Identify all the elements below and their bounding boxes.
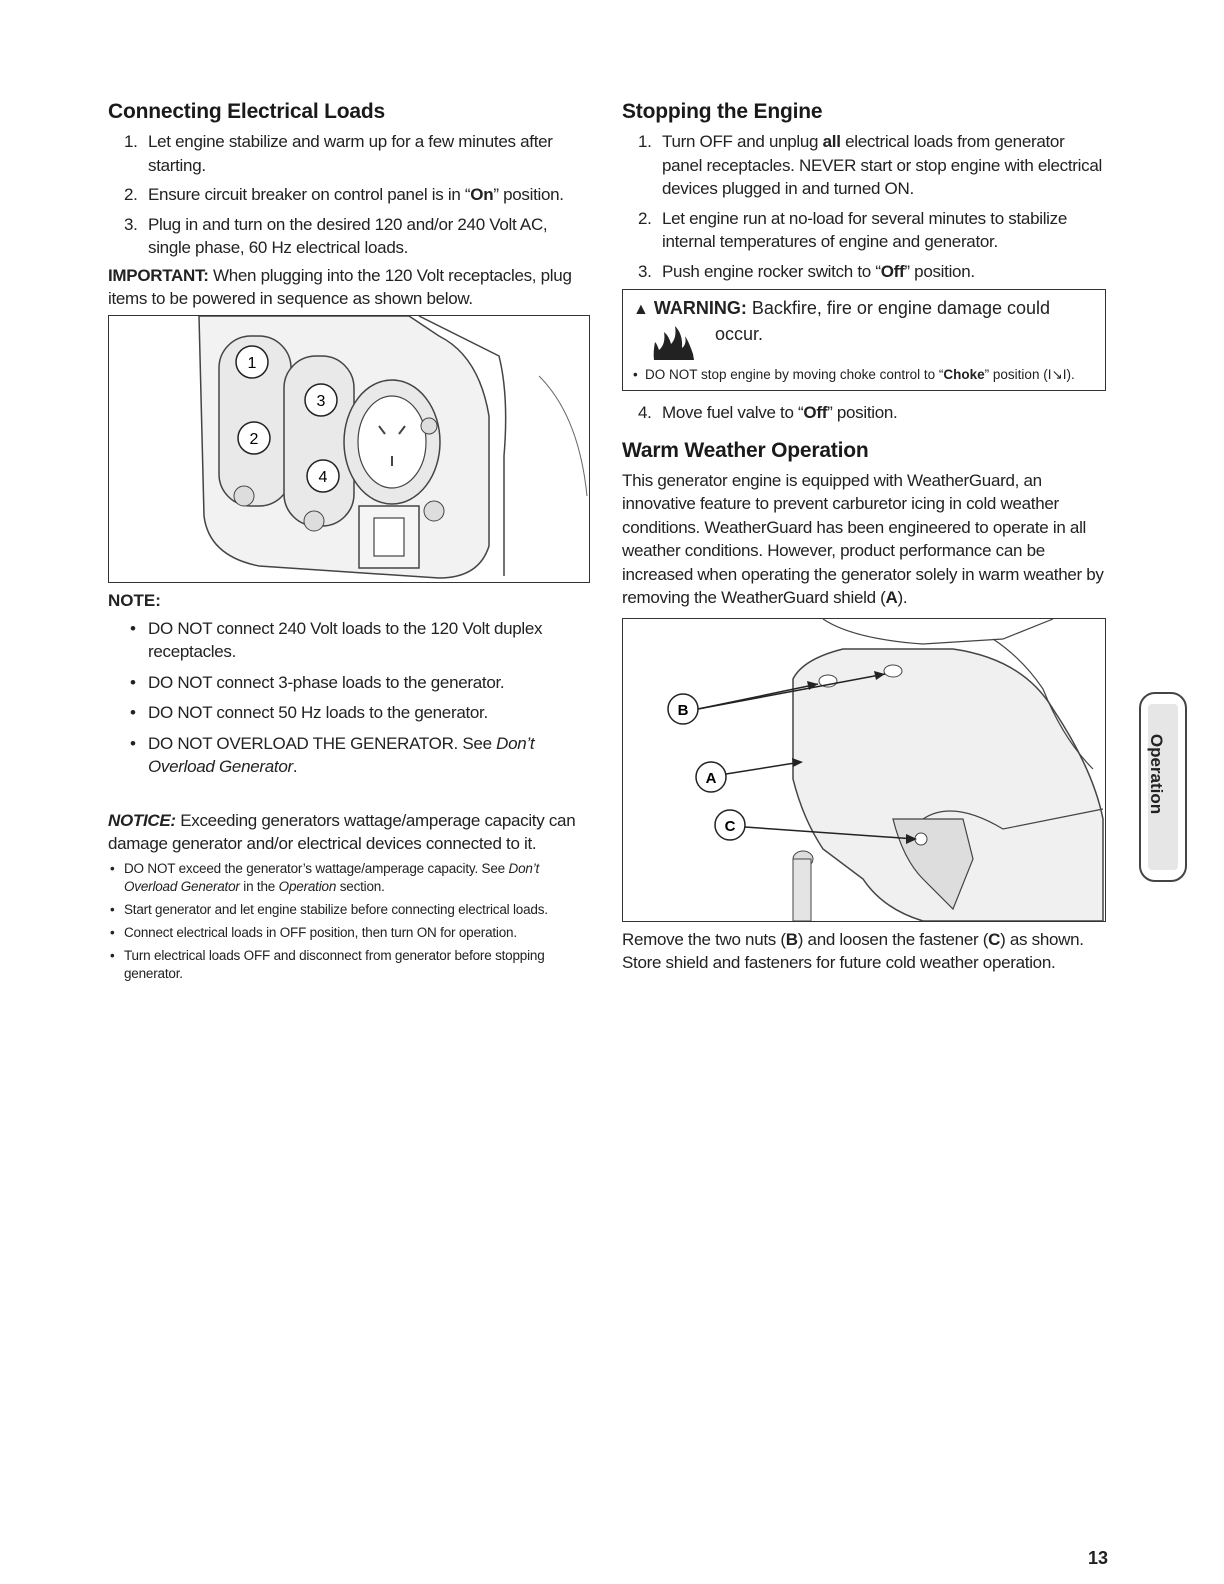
list-item: • Start generator and let engine stabilize before connecting electrical loads. xyxy=(110,901,548,917)
callout-2 xyxy=(238,422,270,454)
list-item: • DO NOT exceed the generator’s wattage/amperage capacity. See Don’t Overload Generator in the Operation section. xyxy=(110,860,540,894)
callout-b xyxy=(668,694,698,724)
weatherguard-figure xyxy=(622,618,1106,922)
list-item: • DO NOT connect 240 Volt loads to the 120 Volt duplex receptacles. xyxy=(130,618,543,661)
warning-title: ▲ WARNING: Backfire, fire or engine damage could xyxy=(633,298,1051,318)
section-heading-stopping: Stopping the Engine xyxy=(622,100,823,123)
list-item: • DO NOT connect 50 Hz loads to the generator. xyxy=(130,703,488,722)
stopping-steps xyxy=(622,130,1106,283)
weatherguard-paragraph: This generator engine is equipped with WeatherGuard, an innovative feature to prevent carburetor icing in cold weather conditions. WeatherGuard has been engineered to operate in all weather conditions. However, product performance can be increased when operating the generator solely in warm weather by removing the WeatherGuard shield (A). xyxy=(622,470,1104,607)
list-item: • Connect electrical loads in OFF position, then turn ON for operation. xyxy=(110,924,517,940)
choke-symbol-icon: I↘I xyxy=(1047,367,1067,382)
section-heading-warm-weather: Warm Weather Operation xyxy=(622,438,869,462)
list-item: 3. Push engine rocker switch to “Off” position. xyxy=(638,261,975,281)
list-item: 4. Move fuel valve to “Off” position. xyxy=(638,403,898,422)
warning-triangle-icon: ▲ xyxy=(633,301,649,318)
svg-text:C: C xyxy=(724,817,736,835)
note-list xyxy=(108,617,590,779)
receptacle-illustration xyxy=(109,316,589,582)
connecting-steps xyxy=(108,130,590,260)
list-item: • DO NOT OVERLOAD THE GENERATOR. See Don’t Overload Generator. xyxy=(130,733,535,776)
svg-text:1: 1 xyxy=(247,354,257,372)
svg-text:B: B xyxy=(677,701,689,719)
right-column xyxy=(622,100,1106,975)
warning-item: • DO NOT stop engine by moving choke control to “Choke” position (I↘I). xyxy=(633,367,1075,382)
list-item: 2. Ensure circuit breaker on control panel is in “On” position. xyxy=(124,185,564,204)
operation-side-tab xyxy=(1139,692,1187,882)
figure-caption: Remove the two nuts (B) and loosen the fastener (C) as shown. Store shield and fasteners for future cold weather operation. xyxy=(622,929,1084,972)
receptacle-figure xyxy=(108,315,590,583)
warning-text-continued: occur. xyxy=(715,324,764,344)
svg-text:2: 2 xyxy=(249,430,259,448)
list-item: 1. Turn OFF and unplug all electrical loads from generator panel receptacles. NEVER start or stop engine with electrical devices plugged in and turned ON. xyxy=(638,132,1102,198)
note-label: NOTE: xyxy=(108,590,161,610)
list-item: • DO NOT connect 3-phase loads to the generator. xyxy=(130,672,505,692)
svg-text:3: 3 xyxy=(316,392,326,410)
warning-box xyxy=(622,289,1106,391)
svg-text:A: A xyxy=(705,769,717,787)
fire-icon xyxy=(649,322,699,362)
list-item: 2. Let engine run at no-load for several minutes to stabilize internal temperatures of engine and generator. xyxy=(638,208,1068,251)
stopping-step-4 xyxy=(622,401,1106,425)
callout-1 xyxy=(236,346,268,378)
page-number: 13 xyxy=(1088,1548,1109,1568)
list-item: 3. Plug in and turn on the desired 120 and/or 240 Volt AC, single phase, 60 Hz electrical loads. xyxy=(124,214,548,257)
left-column xyxy=(108,100,590,988)
list-item: • Turn electrical loads OFF and disconnect from generator before stopping generator. xyxy=(110,947,545,981)
callout-a xyxy=(696,762,726,792)
notice-list xyxy=(108,860,590,983)
list-item: 1. Let engine stabilize and warm up for a few minutes after starting. xyxy=(124,132,553,175)
side-tab-label: Operation xyxy=(1147,733,1166,815)
callout-4 xyxy=(307,460,339,492)
svg-text:4: 4 xyxy=(318,468,328,486)
weatherguard-illustration xyxy=(623,619,1105,921)
section-heading-connecting: Connecting Electrical Loads xyxy=(108,100,385,123)
important-paragraph: IMPORTANT: When plugging into the 120 Volt receptacles, plug items to be powered in sequence as shown below. xyxy=(108,265,572,308)
notice-paragraph: NOTICE: Exceeding generators wattage/amperage capacity can damage generator and/or electrical devices connected to it. xyxy=(108,810,576,853)
callout-c xyxy=(715,810,745,840)
callout-3 xyxy=(305,384,337,416)
